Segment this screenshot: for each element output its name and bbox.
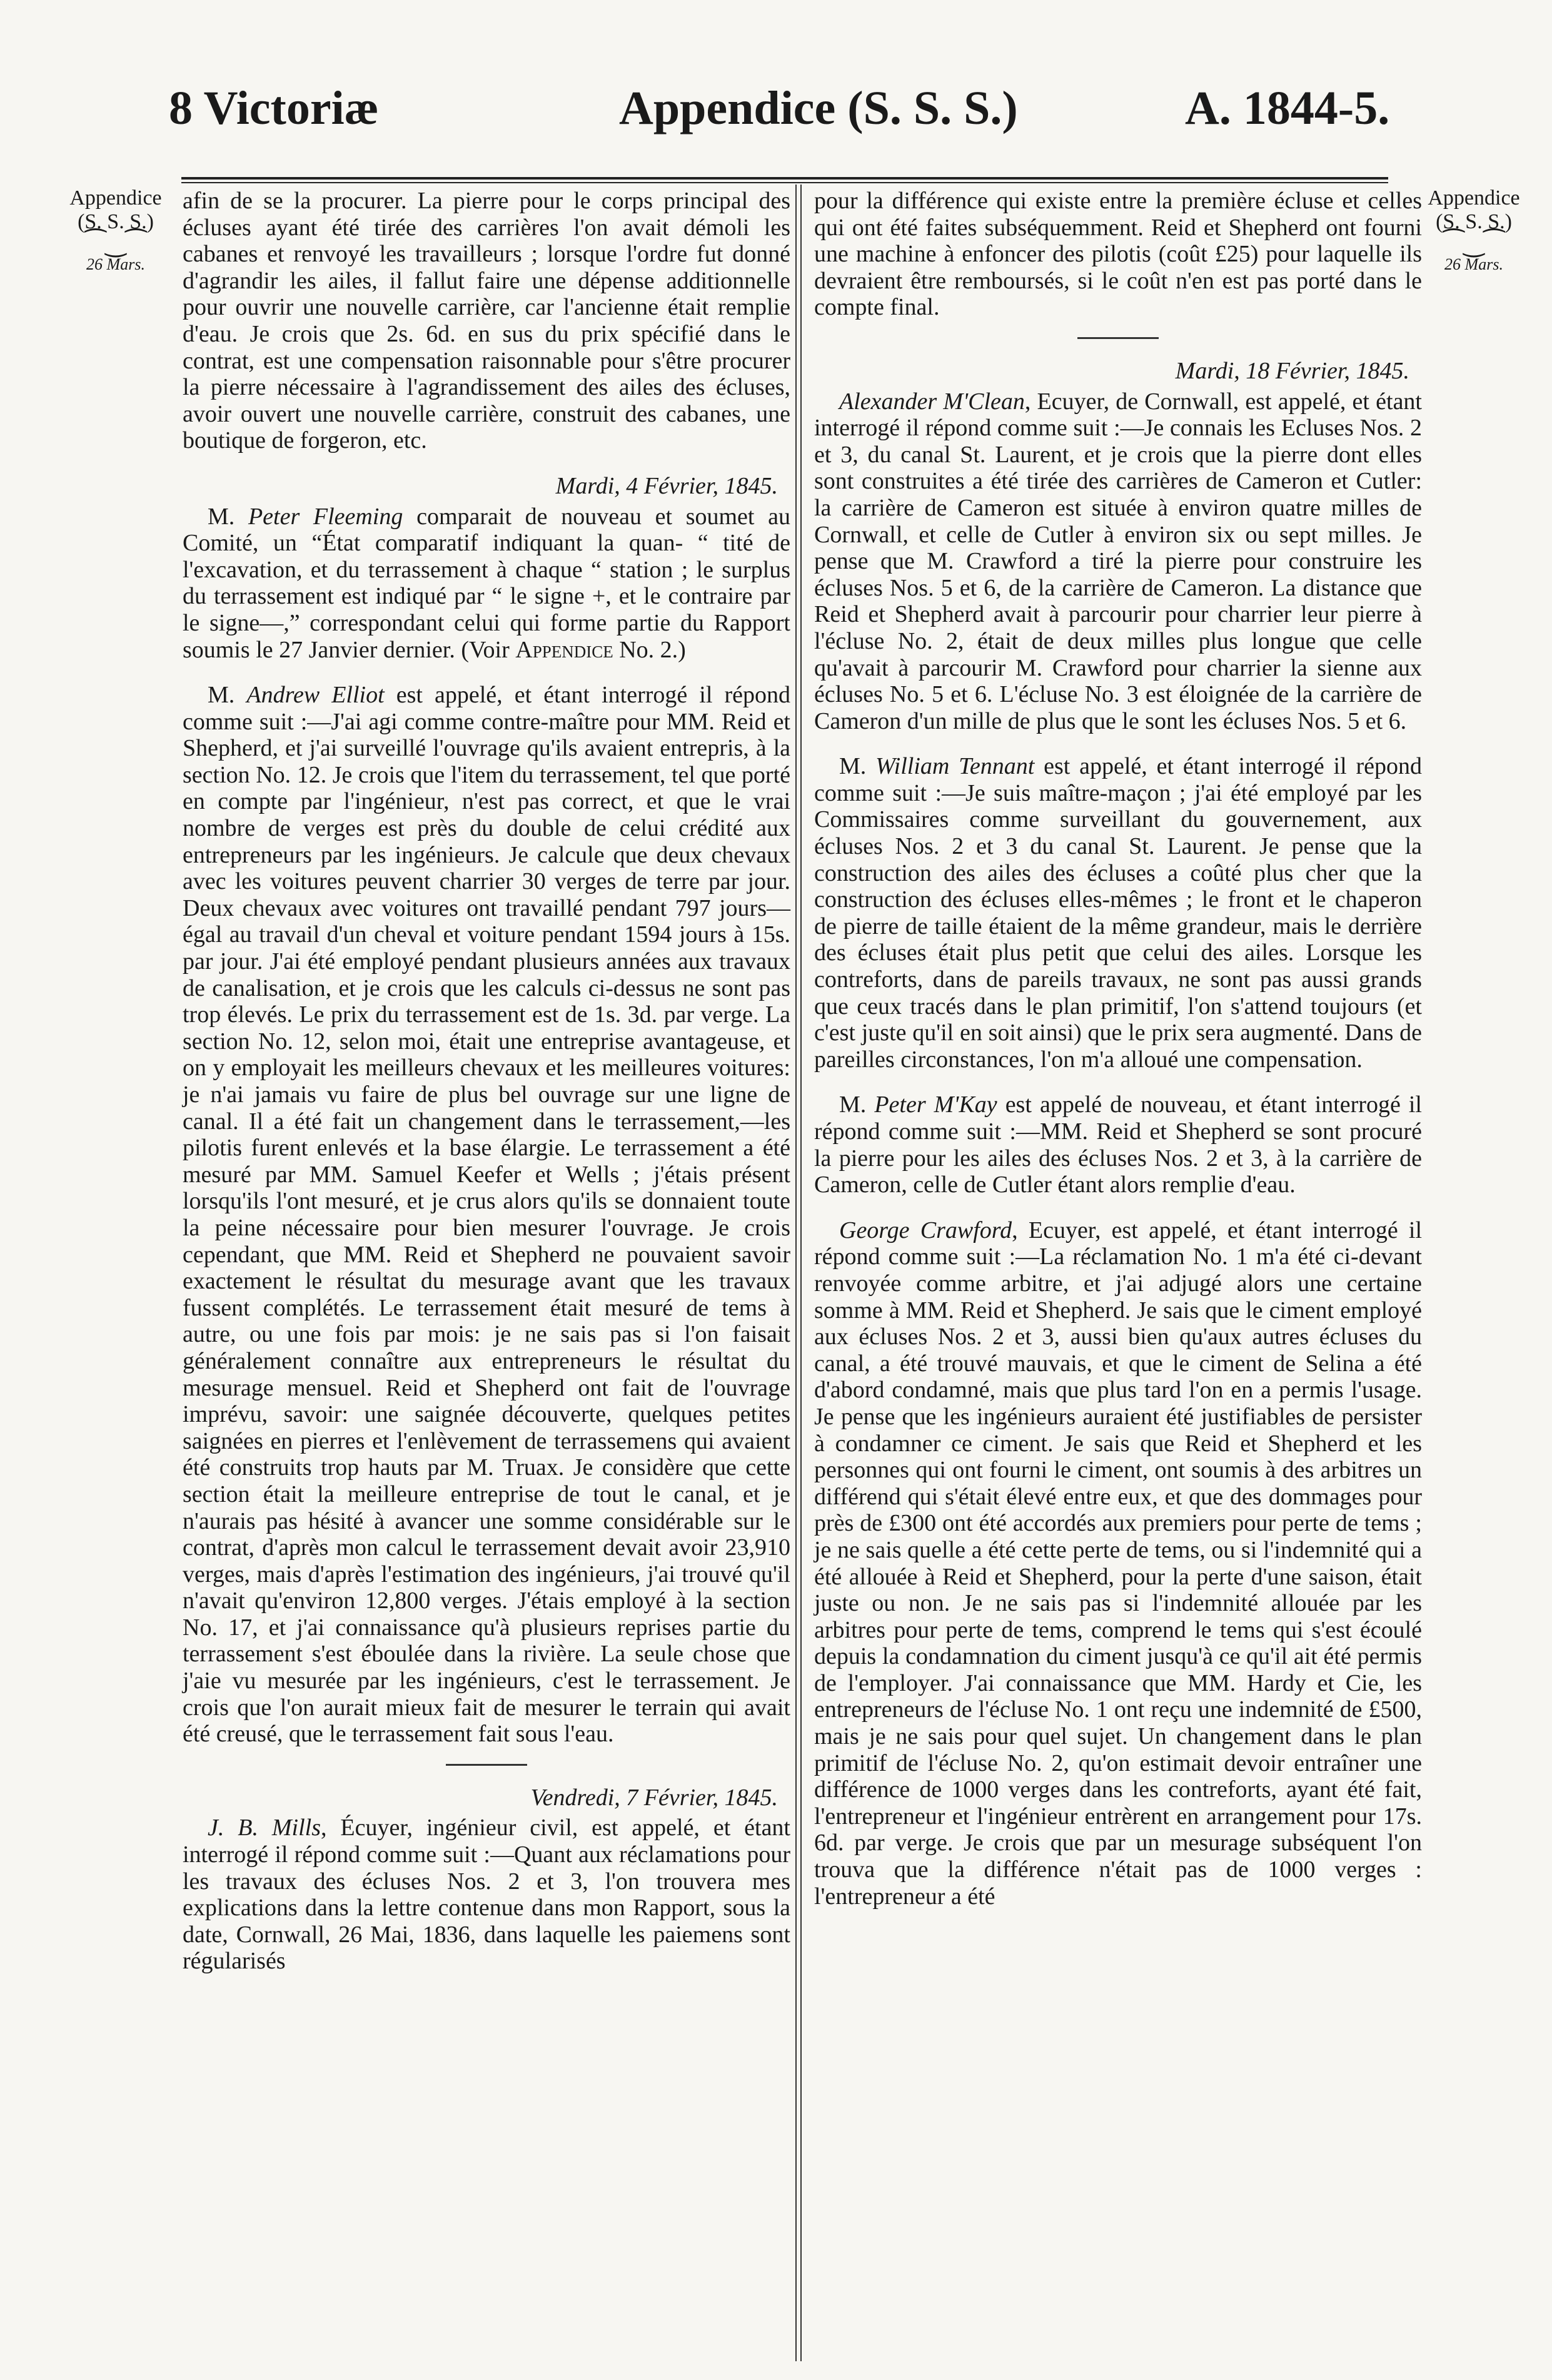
witness-name: George Crawford xyxy=(839,1217,1012,1243)
margin-brace-icon: ⁀‿⁀ xyxy=(85,229,146,257)
paragraph xyxy=(814,1091,1422,1198)
paragraph xyxy=(814,388,1422,735)
appendix-reference: Appendice xyxy=(515,636,613,663)
paragraph: afin de se la procurer. La pierre pour le corps principal des écluses ayant été tirée des carrières l'on avait démoli les cabanes et renvoyé les travailleurs ; lorsque l'ordre fut donné d'agrandir les ailes, il fallut faire une dépense additionnelle pour ouvrir une nouvelle carrière, car l'ancienne était remplie d'eau. Je crois que 2s. 6d. en sus du prix spécifié dans le contrat, est une compensation raisonnable pour s'être procurer la pierre nécessaire à l'agrandissement des ailes des écluses, avoir ouvert une nouvelle carrière, construit des cabanes, une boutique de forgeron, etc. xyxy=(183,188,790,454)
session-date: Mardi, 18 Février, 1845. xyxy=(1175,357,1409,384)
witness-name: Peter Fleeming xyxy=(248,503,403,530)
paragraph-prefix: M. xyxy=(839,753,876,780)
paragraph xyxy=(183,682,790,1748)
margin-note-left xyxy=(38,186,194,276)
paragraph-text: est appelé de nouveau, et étant interrogé il répond comme suit :—MM. Reid et Shepherd se sont procuré la pierre pour les ailes des écluses Nos. 2 et 3, à la carrière de Cameron, celle de Cutler étant alors remplie d'eau. xyxy=(814,1091,1422,1198)
section-rule xyxy=(446,1764,527,1766)
paragraph-text: No. 2.) xyxy=(613,636,686,663)
right-column xyxy=(814,188,1422,1910)
witness-name: Peter M'Kay xyxy=(874,1091,997,1118)
paragraph-text: est appelé, et étant interrogé il répond comme suit :—Je suis maître-maçon ; j'ai été employé par les Commissaires comme surveillant du gouvernement, aux écluses Nos. 2 et 3 du canal St. Laurent. Je pense que la construction des ailes des écluses a coûté plus cher que la construction des écluses elles-mêmes ; le front et le chaperon de pierre de taille étaient de la même grandeur, mais le derrière des écluses était plus petit que celui des ailes. Lorsque les contreforts, dans de pareils travaux, ne sont pas aussi grands que ceux tracés dans le plan primitif, l'on s'attend toujours (et c'est juste qu'il en soit ainsi) que le prix sera augmenté. Dans de pareilles circonstances, l'on m'a alloué une compensation. xyxy=(814,753,1422,1073)
column-divider xyxy=(795,185,802,2361)
paragraph-prefix: M. xyxy=(839,1091,875,1118)
margin-appendix-label: Appendice xyxy=(69,186,162,210)
session-date: Vendredi, 7 Février, 1845. xyxy=(530,1784,778,1811)
witness-name: Alexander M'Clean xyxy=(839,388,1025,415)
witness-name: Andrew Elliot xyxy=(246,682,385,709)
paragraph xyxy=(183,504,790,664)
header-rule xyxy=(181,177,1388,180)
margin-brace-icon: ⁀‿⁀ xyxy=(1443,229,1504,257)
paragraph xyxy=(814,1217,1422,1910)
header-appendix: Appendice (S. S. S.) xyxy=(619,82,1018,134)
left-column xyxy=(183,188,790,1975)
running-header xyxy=(0,81,1552,156)
paragraph xyxy=(183,1815,790,1975)
margin-appendix-code: (S. S. S.) xyxy=(1436,210,1512,233)
margin-appendix-label: Appendice xyxy=(1428,186,1520,210)
header-rule-thin xyxy=(181,182,1388,183)
paragraph xyxy=(814,753,1422,1073)
paragraph-prefix: M. xyxy=(208,682,247,709)
header-session: 8 Victoriæ xyxy=(169,82,379,134)
margin-date: 26 Mars. xyxy=(86,255,145,273)
paragraph-text: est appelé, et étant interrogé il répond comme suit :—J'ai agi comme contre-maître pour MM. Reid et Shepherd, et j'ai surveillé l'ouvrage qu'ils avaient entrepris, à la section No. 12. Je crois que l'item du terrassement, tel que porté en compte par l'ingénieur, n'est pas correct, et que le vrai nombre de verges est près du double de celui crédité aux entrepreneurs par les ingénieurs. Je calcule que deux chevaux avec les voitures peuvent charrier 30 verges de terre par jour. Deux chevaux avec voitures ont travaillé pendant 797 jours—égal au travail d'un cheval et voiture pendant 1594 jours à 15s. par jour. J'ai été employé pendant plusieurs années aux travaux de canalisation, et je crois que les calculs ci-dessus ne sont pas trop élevés. Le prix du terrassement est de 1s. 3d. par verge. La section No. 12, selon moi, était une entreprise avantageuse, et on y employait les meilleurs chevaux et les meilleures voitures: je n'ai jamais vu faire de plus bel ouvrage sur une ligne de canal. Il a été fait un changement dans le terrassement,—les pilotis furent enlevés et la base élargie. Le terrassement a été mesuré par MM. Samuel Keefer et Wells ; j'étais présent lorsqu'ils l'ont mesuré, et je crus alors qu'ils se donnaient toute la peine nécessaire pour bien mesurer l'ouvrage. Je crois cependant, que MM. Reid et Shepherd ne pouvaient savoir exactement le résultat du mesurage avant que les travaux fussent complétés. Le terrassement était mesuré de tems à autre, ou une fois par mois: je ne sais pas si l'on faisait généralement connaître aux entrepreneurs le résultat du mesurage mensuel. Reid et Shepherd ont fait de l'ouvrage imprévu, savoir: une saignée découverte, quelques petites saignées en pierres et l'enlèvement de terrassemens qui avaient été construits trop hauts par M. Truax. Je considère que cette section était la meilleure entreprise de tout le canal, et je n'aurais pas hésité à avancer une somme considérable sur le contrat, d'après mon calcul le terrassement devait avoir 23,910 verges, mais d'après l'estimation des ingénieurs, j'ai trouvé qu'il n'avait qu'environ 12,800 verges. J'étais employé à la section No. 17, et j'ai connaissance qu'à plusieurs reprises partie du terrassement s'est éboulée dans la rivière. La seule chose que j'aie vu mesurée par les ingénieurs, c'est le terrassement. Je crois que l'on aurait mieux fait de mesurer le terrain qui avait été creusé, que le terrassement fait sous l'eau. xyxy=(183,682,791,1748)
paragraph-text: comparait de nouveau et soumet au Comité, un “État comparatif indiquant la quan- “ tité de l'excavation, et du terrassement à chaque “ station ; le surplus du terrassement est indiqué par “ le signe +, et le contraire par le signe—,” correspondant celui qui forme partie du Rapport soumis le 27 Janvier dernier. (Voir xyxy=(183,503,790,663)
header-year: A. 1844-5. xyxy=(1185,82,1390,134)
margin-appendix-code: (S. S. S.) xyxy=(78,210,154,233)
paragraph-text: , Écuyer, ingénieur civil, est appelé, et étant interrogé il répond comme suit :—Quant aux réclamations pour les travaux des écluses Nos. 2 et 3, l'on trouvera mes explications dans la lettre contenue dans mon Rapport, sous la date, Cornwall, 26 Mai, 1836, dans laquelle les paiemens sont régularisés xyxy=(183,1815,790,1975)
witness-name: William Tennant xyxy=(875,753,1035,780)
margin-date: 26 Mars. xyxy=(1444,255,1503,273)
paragraph-prefix: M. xyxy=(208,503,248,530)
witness-name: J. B. Mills xyxy=(208,1815,321,1841)
section-rule xyxy=(1077,337,1159,339)
session-date: Mardi, 4 Février, 1845. xyxy=(555,472,778,499)
paragraph-text: , Ecuyer, de Cornwall, est appelé, et étant interrogé il répond comme suit :—Je connais les Ecluses Nos. 2 et 3, du canal St. Laurent, et je crois que la pierre dont elles sont construites a été tirée des carrières de Cameron et Cutler: la carrière de Cameron est située à environ quatre milles de Cornwall, et celle de Cutler à environ six ou sept milles. Je pense que M. Crawford a tiré la pierre pour construire les écluses Nos. 5 et 6, de la carrière de Cameron. La distance que Reid et Shepherd avait à parcourir pour charrier leur pierre à l'écluse No. 2, était de deux milles plus longue que celle qu'avait à parcourir M. Crawford pour charrier la sienne aux écluses No. 5 et 6. L'écluse No. 3 est éloignée de la carrière de Cameron d'un mille de plus que le sont les écluses Nos. 5 et 6. xyxy=(814,388,1422,734)
paragraph: pour la différence qui existe entre la première écluse et celles qui ont été faites subséquemment. Reid et Shepherd ont fourni une machine à enfoncer des pilotis (coût £25) pour laquelle ils devraient être remboursés, si le coût n'en est pas porté dans le compte final. xyxy=(814,188,1422,321)
paragraph-text: , Ecuyer, est appelé, et étant interrogé il répond comme suit :—La réclamation No. 1 m'a été ci-devant renvoyée comme arbitre, et j'ai adjugé alors une certaine somme à MM. Reid et Shepherd. Je sais que le ciment employé aux écluses Nos. 2 et 3, aussi bien qu'aux autres écluses du canal, a été trouvé mauvais, et que le ciment de Selina a été d'abord condamné, mais que plus tard l'on en a permis l'usage. Je pense que les ingénieurs auraient été justifiables de persister à condamner ce ciment. Je sais que Reid et Shepherd et les personnes qui ont fourni le ciment, ont soumis à des arbitres un différend qui s'était élevé entre eux, et que des dommages pour près de £300 ont été accordés aux premiers pour perte de tems ; je ne sais quelle a été cette perte de tems, ou si l'indemnité qui a été allouée à Reid et Shepherd, pour la perte d'une saison, était juste ou non. Je ne sais pas si l'indemnité allouée par les arbitres pour perte de tems, comprend le tems qui s'est écoulé depuis la condamnation du ciment jusqu'à ce qu'il ait été permis de l'employer. J'ai connaissance que MM. Hardy et Cie, les entrepreneurs de l'écluse No. 1 ont reçu une indemnité de £500, mais je ne sais pour quel sujet. Un changement dans le plan primitif de l'écluse No. 2, qu'on estimait devoir entraîner une différence de 1000 verges dans les contreforts, ayant été fait, l'entrepreneur et l'ingénieur entrèrent en arrangement pour 17s. 6d. par verge. Je crois que par un mesurage subséquent l'on trouva que la différence n'était pas de 1000 verges : l'entrepreneur a été xyxy=(814,1217,1422,1910)
